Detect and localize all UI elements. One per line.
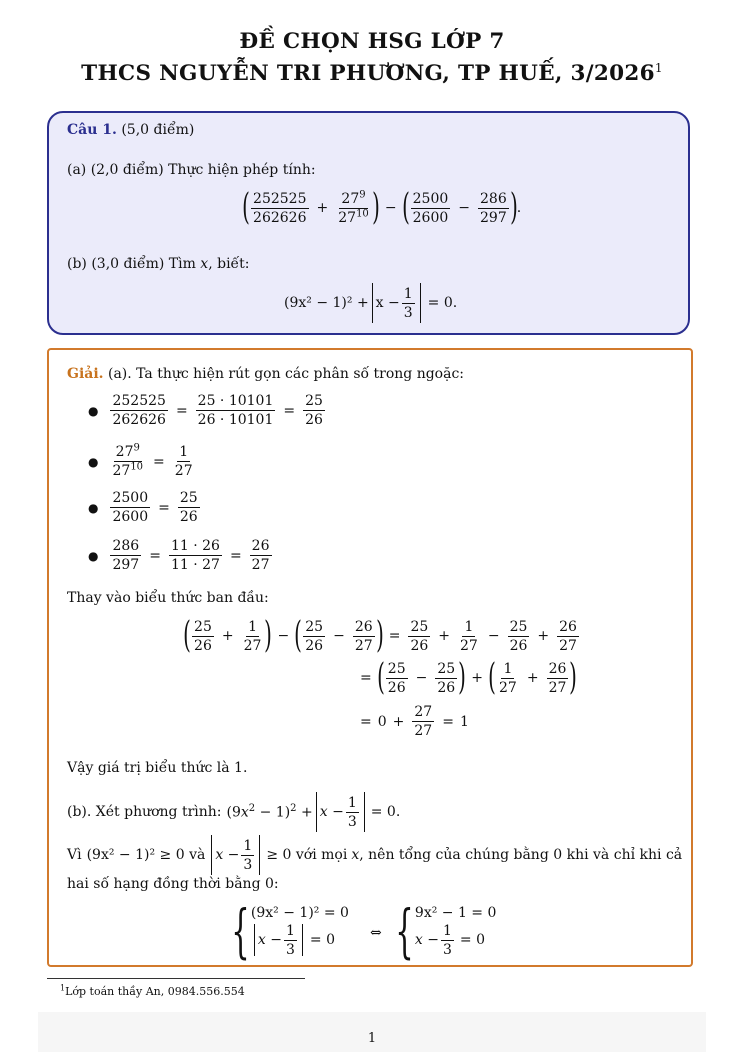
part-b-intro: (b). Xét phương trình: $(9x^2 - 1)^2$ + x − $\frac{1}{3}$ = 0. bbox=[67, 792, 400, 832]
problem-label: Câu 1. bbox=[67, 122, 117, 138]
fraction: $\frac{27^9}{27^{10}}$ bbox=[338, 188, 369, 226]
list-item: ● $\frac{2500}{2600}$ = $\frac{25}{26}$ bbox=[88, 490, 198, 525]
derivation-line-1: ( $\frac{25}{26}$ + $\frac{1}{27}$ ) − ( $\frac{25}{26}$ − $\frac{26}{27}$ ) = $\frac{25}{26}$ + $\frac{1}{27}$ − $\frac{25}{26}$ + $\frac{26}{27}$ bbox=[183, 615, 577, 656]
derivation-line-3: = 0 + $\frac{27}{27}$ = 1 bbox=[360, 704, 469, 739]
iff-symbol: ⇔ bbox=[370, 925, 382, 941]
system-2: { 9x² − 1 = 0 x − $\frac{1}{3}$ = 0 bbox=[395, 897, 497, 965]
list-item: ● $\frac{252525}{262626}$ = $\frac{25 \cdot 10101}{26 \cdot 10101}$ = $\frac{25}{26}$ bbox=[88, 393, 323, 428]
because-line-2: hai số hạng đồng thời bằng 0: bbox=[67, 876, 279, 892]
fraction: $\frac{2500}{2600}$ bbox=[412, 190, 449, 226]
page-title bbox=[0, 26, 744, 90]
title-line-1: ĐỀ CHỌN HSG LỚP 7 bbox=[239, 29, 505, 54]
list-item: ● $\frac{27^9}{27^{10}}$ = $\frac{1}{27}$ bbox=[88, 442, 193, 479]
problem-heading bbox=[67, 122, 194, 138]
footnote-rule bbox=[47, 978, 305, 979]
part-b-equation: (9x² − 1)² + x − $\frac{1}{3}$ = 0. bbox=[284, 283, 457, 323]
footnote: $^1$Lớp toán thầy An, 0984.556.554 bbox=[60, 983, 245, 998]
title-line-2: THCS NGUYỄN TRI PHƯƠNG, TP HUẾ, 3/2026$^1$ bbox=[81, 60, 663, 86]
system-1: { (9x² − 1)² = 0 x − $\frac{1}{3}$ = 0 bbox=[231, 897, 349, 965]
part-b-text: (b) (3,0 điểm) Tìm x, biết: bbox=[67, 256, 250, 272]
page-number: 1 bbox=[367, 1031, 377, 1046]
conclusion-a: Vậy giá trị biểu thức là 1. bbox=[67, 760, 248, 776]
solution-heading: Giải. (a). Ta thực hiện rút gọn các phân số trong ngoặc: bbox=[67, 366, 465, 382]
part-a-text: (a) (2,0 điểm) Thực hiện phép tính: bbox=[67, 162, 316, 178]
solution-label: Giải. bbox=[67, 366, 104, 382]
problem-points: (5,0 điểm) bbox=[121, 122, 195, 138]
substitute-text: Thay vào biểu thức ban đầu: bbox=[67, 590, 269, 606]
part-a-expression: ( $\frac{252525}{262626}$ + $\frac{27^9}{27^{10}}$ ) − ( $\frac{2500}{2600}$ − $\frac{286}{297}$ ) . bbox=[242, 187, 522, 228]
fraction: $\frac{286}{297}$ bbox=[480, 190, 507, 226]
list-item: ● $\frac{286}{297}$ = $\frac{11 \cdot 26}{11 \cdot 27}$ = $\frac{26}{27}$ bbox=[88, 538, 270, 573]
because-line: Vì (9x² − 1)² ≥ 0 và x − $\frac{1}{3}$ ≥ 0 với mọi x , nên tổng của chúng bằng 0 khi và chỉ khi cả bbox=[67, 835, 682, 875]
derivation-line-2: = ( $\frac{25}{26}$ − $\frac{25}{26}$ ) + ( $\frac{1}{27}$ + $\frac{26}{27}$ ) bbox=[360, 657, 578, 698]
fraction: $\frac{252525}{262626}$ bbox=[253, 190, 307, 226]
